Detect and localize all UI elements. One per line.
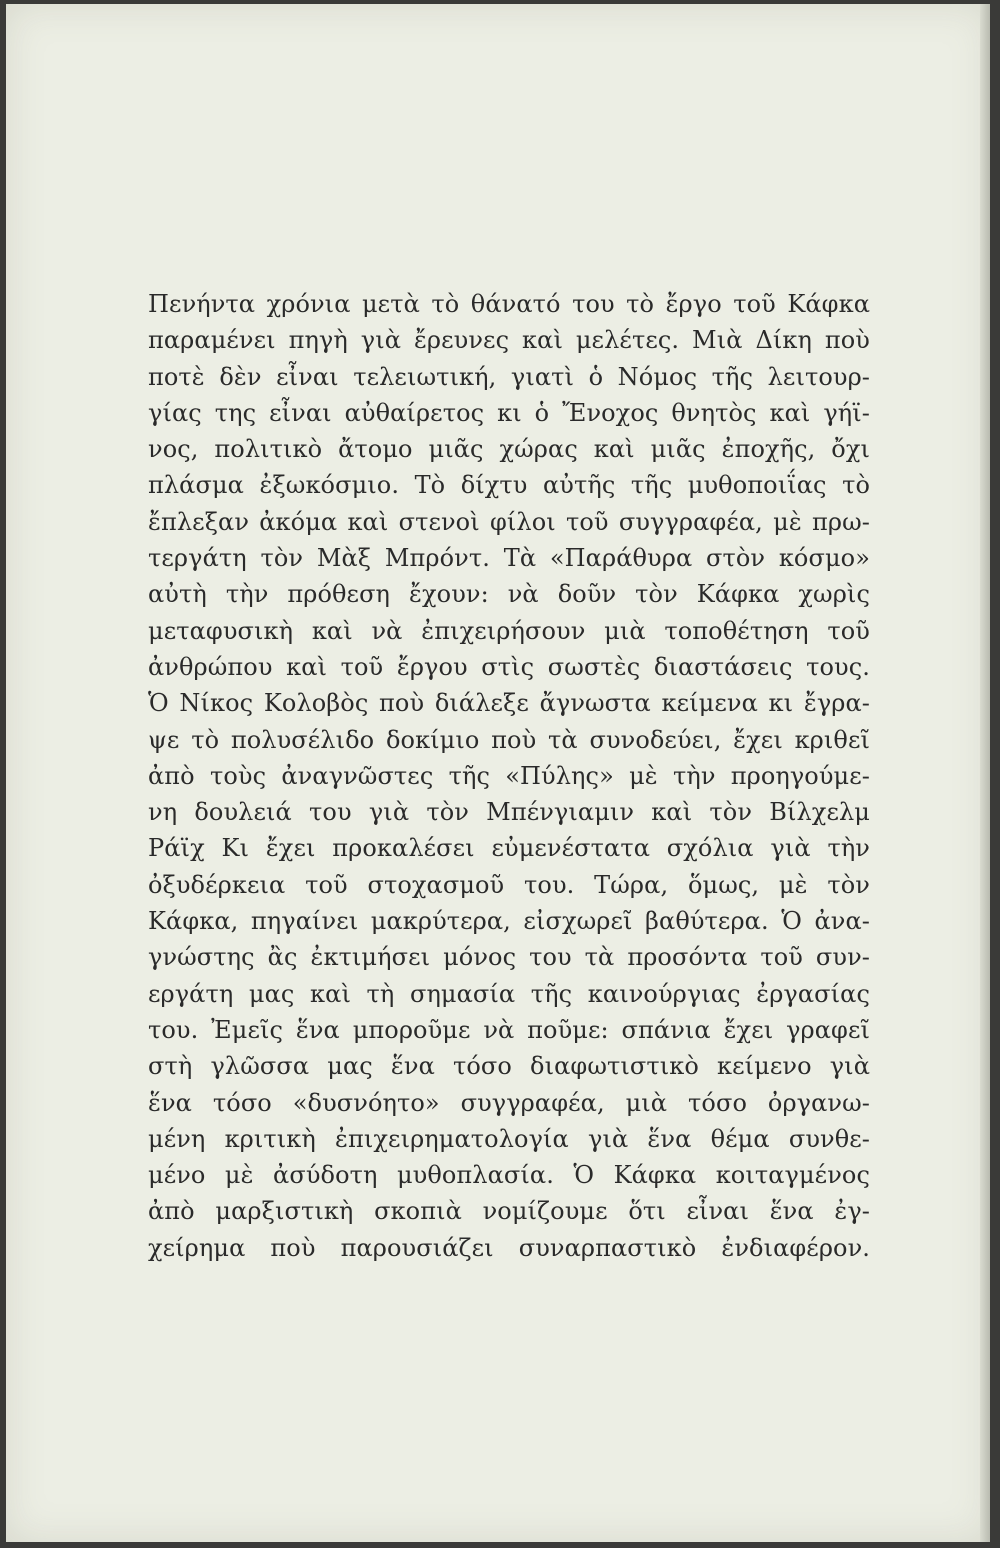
- blurb-line: στὴ γλῶσσα μας ἕνα τόσο διαφωτιστικὸ κείμενο γιὰ: [148, 1052, 870, 1081]
- blurb-line: ψε τὸ πολυσέλιδο δοκίμιο ποὺ τὰ συνοδεύει, ἔχει κριθεῖ: [148, 725, 870, 754]
- blurb-line: μένη κριτικὴ ἐπιχειρηματολογία γιὰ ἕνα θέμα συνθε-: [148, 1124, 870, 1153]
- blurb-line: μένο μὲ ἀσύδοτη μυθοπλασία. Ὁ Κάφκα κοιταγμένος: [148, 1161, 870, 1190]
- blurb-line: ποτὲ δὲν εἶναι τελειωτική, γιατὶ ὁ Νόμος τῆς λειτουρ-: [148, 362, 870, 391]
- blurb-line: ἀπὸ μαρξιστικὴ σκοπιὰ νομίζουμε ὅτι εἶναι ἕνα ἐγ-: [148, 1197, 870, 1226]
- blurb-line: τεργάτη τὸν Μὰξ Μπρόντ. Τὰ «Παράθυρα στὸν κόσμο»: [148, 544, 870, 573]
- blurb-line: γνώστης ἂς ἐκτιμήσει μόνος του τὰ προσόντα τοῦ συν-: [148, 943, 870, 972]
- cover-edge: [980, 4, 990, 1542]
- blurb-line: γίας της εἶναι αὐθαίρετος κι ὁ Ἔνοχος θνητὸς καὶ γήϊ-: [148, 398, 870, 427]
- blurb-line: παραμένει πηγὴ γιὰ ἔρευνες καὶ μελέτες. Μιὰ Δίκη ποὺ: [148, 326, 870, 355]
- blurb-line: ἀνθρώπου καὶ τοῦ ἔργου στὶς σωστὲς διαστάσεις τους.: [148, 652, 870, 681]
- blurb-line: ὀξυδέρκεια τοῦ στοχασμοῦ του. Τώρα, ὅμως, μὲ τὸν: [148, 870, 870, 899]
- blurb-line: Πενήντα χρόνια μετὰ τὸ θάνατό του τὸ ἔργο τοῦ Κάφκα: [148, 290, 870, 318]
- blurb-line: Ράϊχ Κι ἔχει προκαλέσει εὐμενέστατα σχόλια γιὰ τὴν: [148, 834, 870, 863]
- blurb-line: νος, πολιτικὸ ἄτομο μιᾶς χώρας καὶ μιᾶς ἐποχῆς, ὄχι: [148, 435, 870, 464]
- blurb-line: του. Ἐμεῖς ἕνα μποροῦμε νὰ ποῦμε: σπάνια ἔχει γραφεῖ: [148, 1015, 870, 1044]
- blurb-line: εργάτη μας καὶ τὴ σημασία τῆς καινούργιας ἐργασίας: [148, 979, 870, 1008]
- book-back-cover: [6, 4, 990, 1542]
- blurb-line: ἀπὸ τοὺς ἀναγνῶστες τῆς «Πύλης» μὲ τὴν προηγούμε-: [148, 761, 870, 790]
- blurb-line: Κάφκα, πηγαίνει μακρύτερα, εἰσχωρεῖ βαθύτερα. Ὁ ἀνα-: [148, 907, 870, 936]
- blurb-line: νη δουλειά του γιὰ τὸν Μπένγιαμιν καὶ τὸν Βίλχελμ: [148, 798, 870, 827]
- blurb-text: [148, 286, 870, 1266]
- blurb-line: Ὁ Νίκος Κολοβὸς ποὺ διάλεξε ἄγνωστα κείμενα κι ἔγρα-: [148, 689, 870, 718]
- blurb-line: χείρημα ποὺ παρουσιάζει συναρπαστικὸ ἐνδιαφέρον.: [148, 1233, 870, 1262]
- blurb-line: ἔπλεξαν ἀκόμα καὶ στενοὶ φίλοι τοῦ συγγραφέα, μὲ πρω-: [148, 507, 870, 536]
- blurb-line: πλάσμα ἐξωκόσμιο. Τὸ δίχτυ αὐτῆς τῆς μυθοποιΐας τὸ: [148, 471, 870, 500]
- blurb-line: αὐτὴ τὴν πρόθεση ἔχουν: νὰ δοῦν τὸν Κάφκα χωρὶς: [148, 580, 870, 609]
- blurb-line: μεταφυσικὴ καὶ νὰ ἐπιχειρήσουν μιὰ τοποθέτηση τοῦ: [148, 616, 870, 645]
- blurb-line: ἕνα τόσο «δυσνόητο» συγγραφέα, μιὰ τόσο ὀργανω-: [148, 1088, 870, 1117]
